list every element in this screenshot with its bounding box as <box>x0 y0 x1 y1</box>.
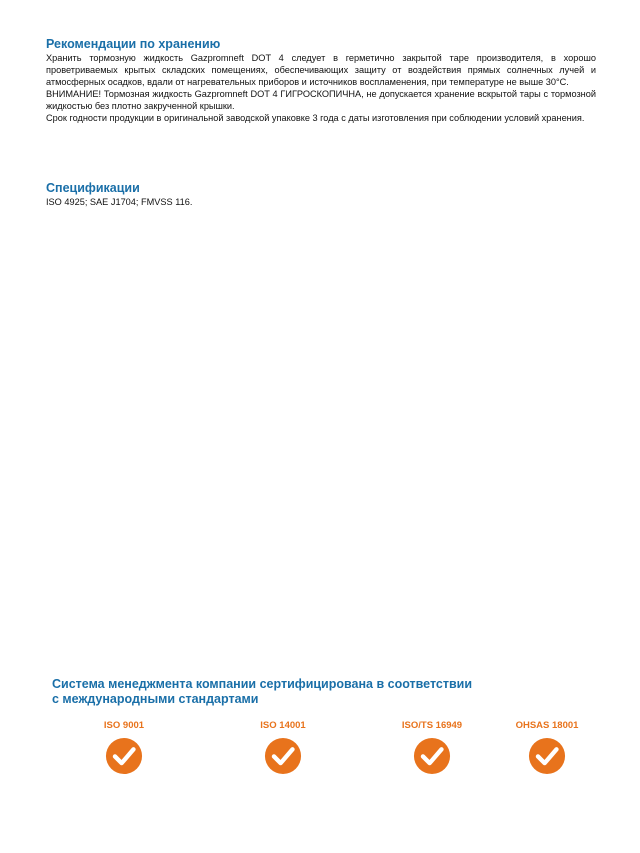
badge-label: OHSAS 18001 <box>515 720 579 731</box>
certification-block <box>52 677 612 707</box>
storage-paragraph-1: Хранить тормозную жидкость Gazpromneft DOT 4 следует в герметично закрытой таре производителя, в хорошо проветриваемых крытых складских помещениях, обеспечивающих защиту от воздействия прямых солнечных лучей и атмосферных осадков, вдали от нагревательных приборов и источников воспламенения, при температуре не выше 30°C. <box>46 53 596 87</box>
specs-section <box>46 180 596 208</box>
storage-heading: Рекомендации по хранению <box>46 37 221 51</box>
badge-iso-ts-16949 <box>382 720 482 775</box>
checkmark-circle-icon <box>528 737 566 775</box>
certification-title-line-1: Система менеджмента компании сертифицирована в соответствии <box>52 677 473 691</box>
specs-text: ISO 4925; SAE J1704; FMVSS 116. <box>46 197 193 207</box>
badge-label: ISO/TS 16949 <box>401 720 463 731</box>
checkmark-circle-icon <box>105 737 143 775</box>
storage-paragraph-2: ВНИМАНИЕ! Тормозная жидкость Gazpromneft DOT 4 ГИГРОСКОПИЧНА, не допускается хранение вскрытой тары с тормозной жидкостью без плотно закрученной крышки. <box>46 89 596 111</box>
checkmark-circle-icon <box>264 737 302 775</box>
specs-heading: Спецификации <box>46 181 140 195</box>
badge-ohsas-18001 <box>497 720 597 775</box>
badge-label: ISO 9001 <box>103 720 145 731</box>
badge-label: ISO 14001 <box>260 720 306 731</box>
checkmark-circle-icon <box>413 737 451 775</box>
certification-badges <box>0 720 640 780</box>
badge-iso-9001 <box>74 720 174 775</box>
badge-iso-14001 <box>233 720 333 775</box>
storage-paragraph-3: Срок годности продукции в оригинальной заводской упаковке 3 года с даты изготовления при соблюдении условий хранения. <box>46 113 585 123</box>
certification-title-line-2: с международными стандартами <box>52 692 259 706</box>
storage-section <box>46 36 596 124</box>
